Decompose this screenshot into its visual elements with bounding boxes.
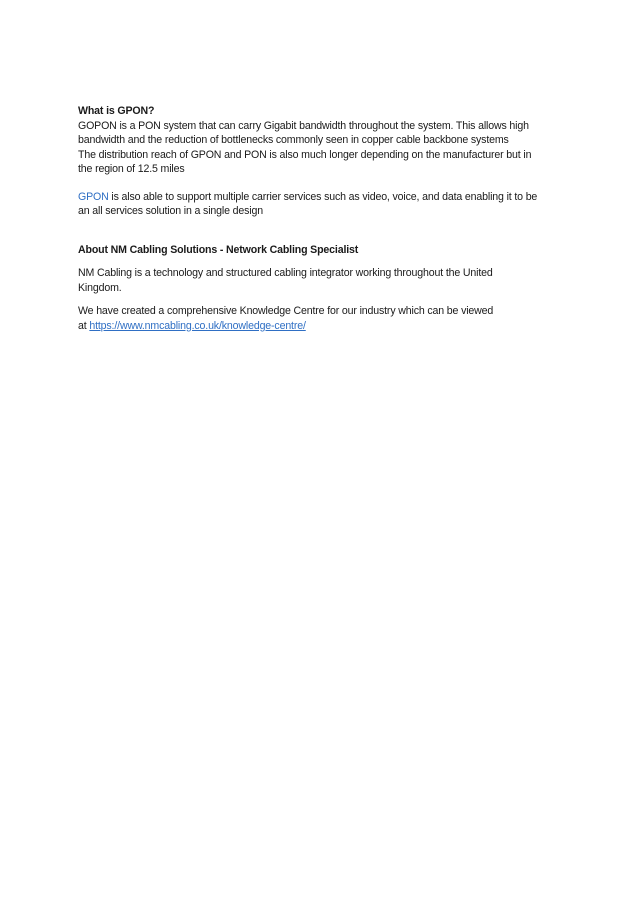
knowledge-centre-prefix: at	[78, 319, 90, 332]
gpon-services-line-1	[78, 190, 568, 205]
gpon-line-2: bandwidth and the reduction of bottlenecks commonly seen in copper cable backbone systems	[78, 134, 509, 146]
knowledge-centre-link[interactable]: https://www.nmcabling.co.uk/knowledge-centre/	[89, 319, 306, 332]
gpon-services-text: is also able to support multiple carrier services such as video, voice, and data enabling it to be	[108, 190, 538, 203]
document-page	[78, 104, 568, 333]
gpon-line-4: the region of 12.5 miles	[78, 163, 185, 175]
gpon-link[interactable]: GPON	[78, 190, 109, 203]
about-heading: About NM Cabling Solutions - Network Cabling Specialist	[78, 243, 359, 256]
about-intro-line-1: NM Cabling is a technology and structured cabling integrator working throughout the United	[78, 267, 493, 279]
gpon-line-1: GOPON is a PON system that can carry Gigabit bandwidth throughout the system. This allows high	[78, 119, 529, 132]
gpon-heading: What is GPON?	[78, 105, 155, 117]
about-intro-line-2: Kingdom.	[78, 281, 122, 294]
knowledge-centre-line-1: We have created a comprehensive Knowledge Centre for our industry which can be viewed	[78, 305, 494, 317]
gpon-line-3: The distribution reach of GPON and PON is also much longer depending on the manufacturer but in	[78, 148, 532, 161]
gpon-services-line-2: an all services solution in a single design	[78, 205, 263, 217]
knowledge-centre-line-2	[78, 319, 568, 334]
